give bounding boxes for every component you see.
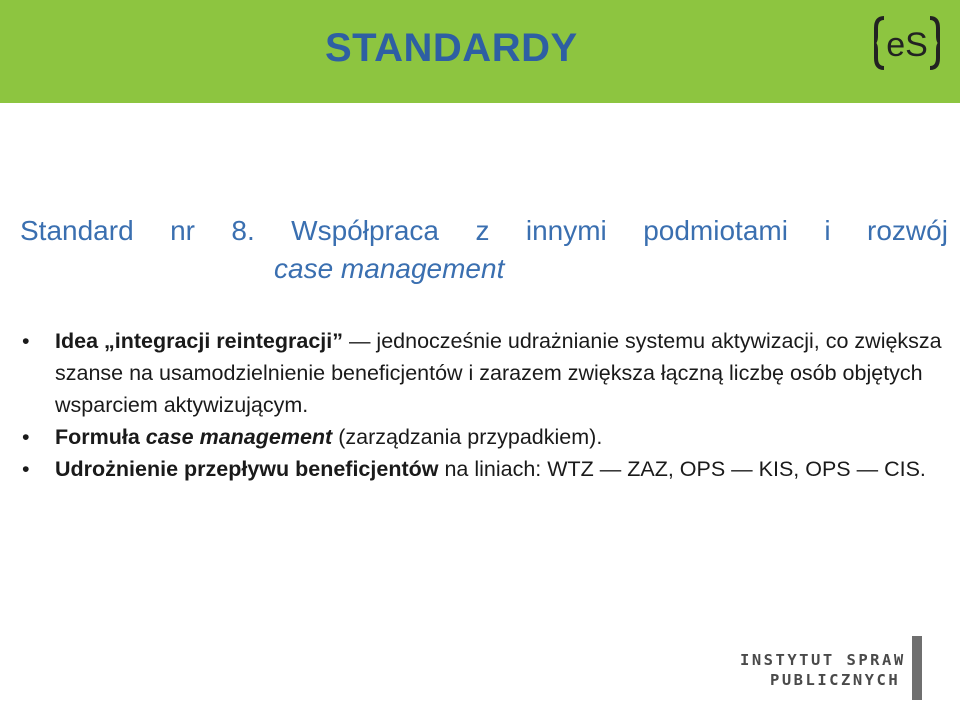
bullet-text-segment: Formuła <box>55 425 146 449</box>
standard-heading-line2: case management <box>274 253 505 284</box>
bullet-text-segment: „integracji reintegracji” <box>104 329 343 353</box>
bullet-text-segment: case management <box>145 425 333 449</box>
bullet-text-segment: (zarządzania przypadkiem). <box>332 425 603 449</box>
standard-heading <box>20 212 948 288</box>
heading-word: i <box>824 215 831 246</box>
heading-word: podmiotami <box>643 215 788 246</box>
header-bar <box>0 0 960 103</box>
bullet-dot-icon: • <box>22 457 30 481</box>
bullet-dot-icon: • <box>22 329 30 353</box>
bullet-item <box>22 325 942 421</box>
heading-word: innymi <box>525 215 607 246</box>
slide-title: STANDARDY <box>325 26 578 70</box>
isp-logo-line2: PUBLICZNYCH <box>770 671 901 689</box>
bullet-text-segment: Udrożnienie przepływu beneficjentów <box>55 457 439 481</box>
isp-footer-logo <box>740 636 930 700</box>
isp-logo-line1: INSTYTUT SPRAW <box>740 651 906 669</box>
isp-logo-bar <box>912 636 922 700</box>
heading-word: Standard <box>20 215 134 246</box>
standard-heading-line1 <box>20 212 948 250</box>
heading-word: z <box>475 215 490 246</box>
bullet-text-segment: na liniach: WTZ — ZAZ, OPS — KIS, OPS — CIS. <box>438 457 926 481</box>
isp-logo-text <box>740 650 906 690</box>
bullet-dot-icon: • <box>22 425 30 449</box>
bullet-text-segment: Idea <box>55 329 104 353</box>
logo-text: eS <box>886 26 928 64</box>
bullet-item <box>22 453 942 485</box>
heading-word: 8. <box>231 215 255 246</box>
es-logo-icon <box>874 14 940 72</box>
heading-word: nr <box>170 215 195 246</box>
bullet-text-segment: — jednocześnie udrażnianie systemu aktywizacji, co zwiększa szanse na usamodzielnienie beneficjentów i zarazem zwiększa łączną liczbę osób objętych wsparciem aktywizującym. <box>55 329 942 417</box>
heading-word: Współpraca <box>291 215 440 246</box>
bullet-list <box>22 325 942 485</box>
heading-word: rozwój <box>867 215 948 246</box>
bullet-item <box>22 421 942 453</box>
